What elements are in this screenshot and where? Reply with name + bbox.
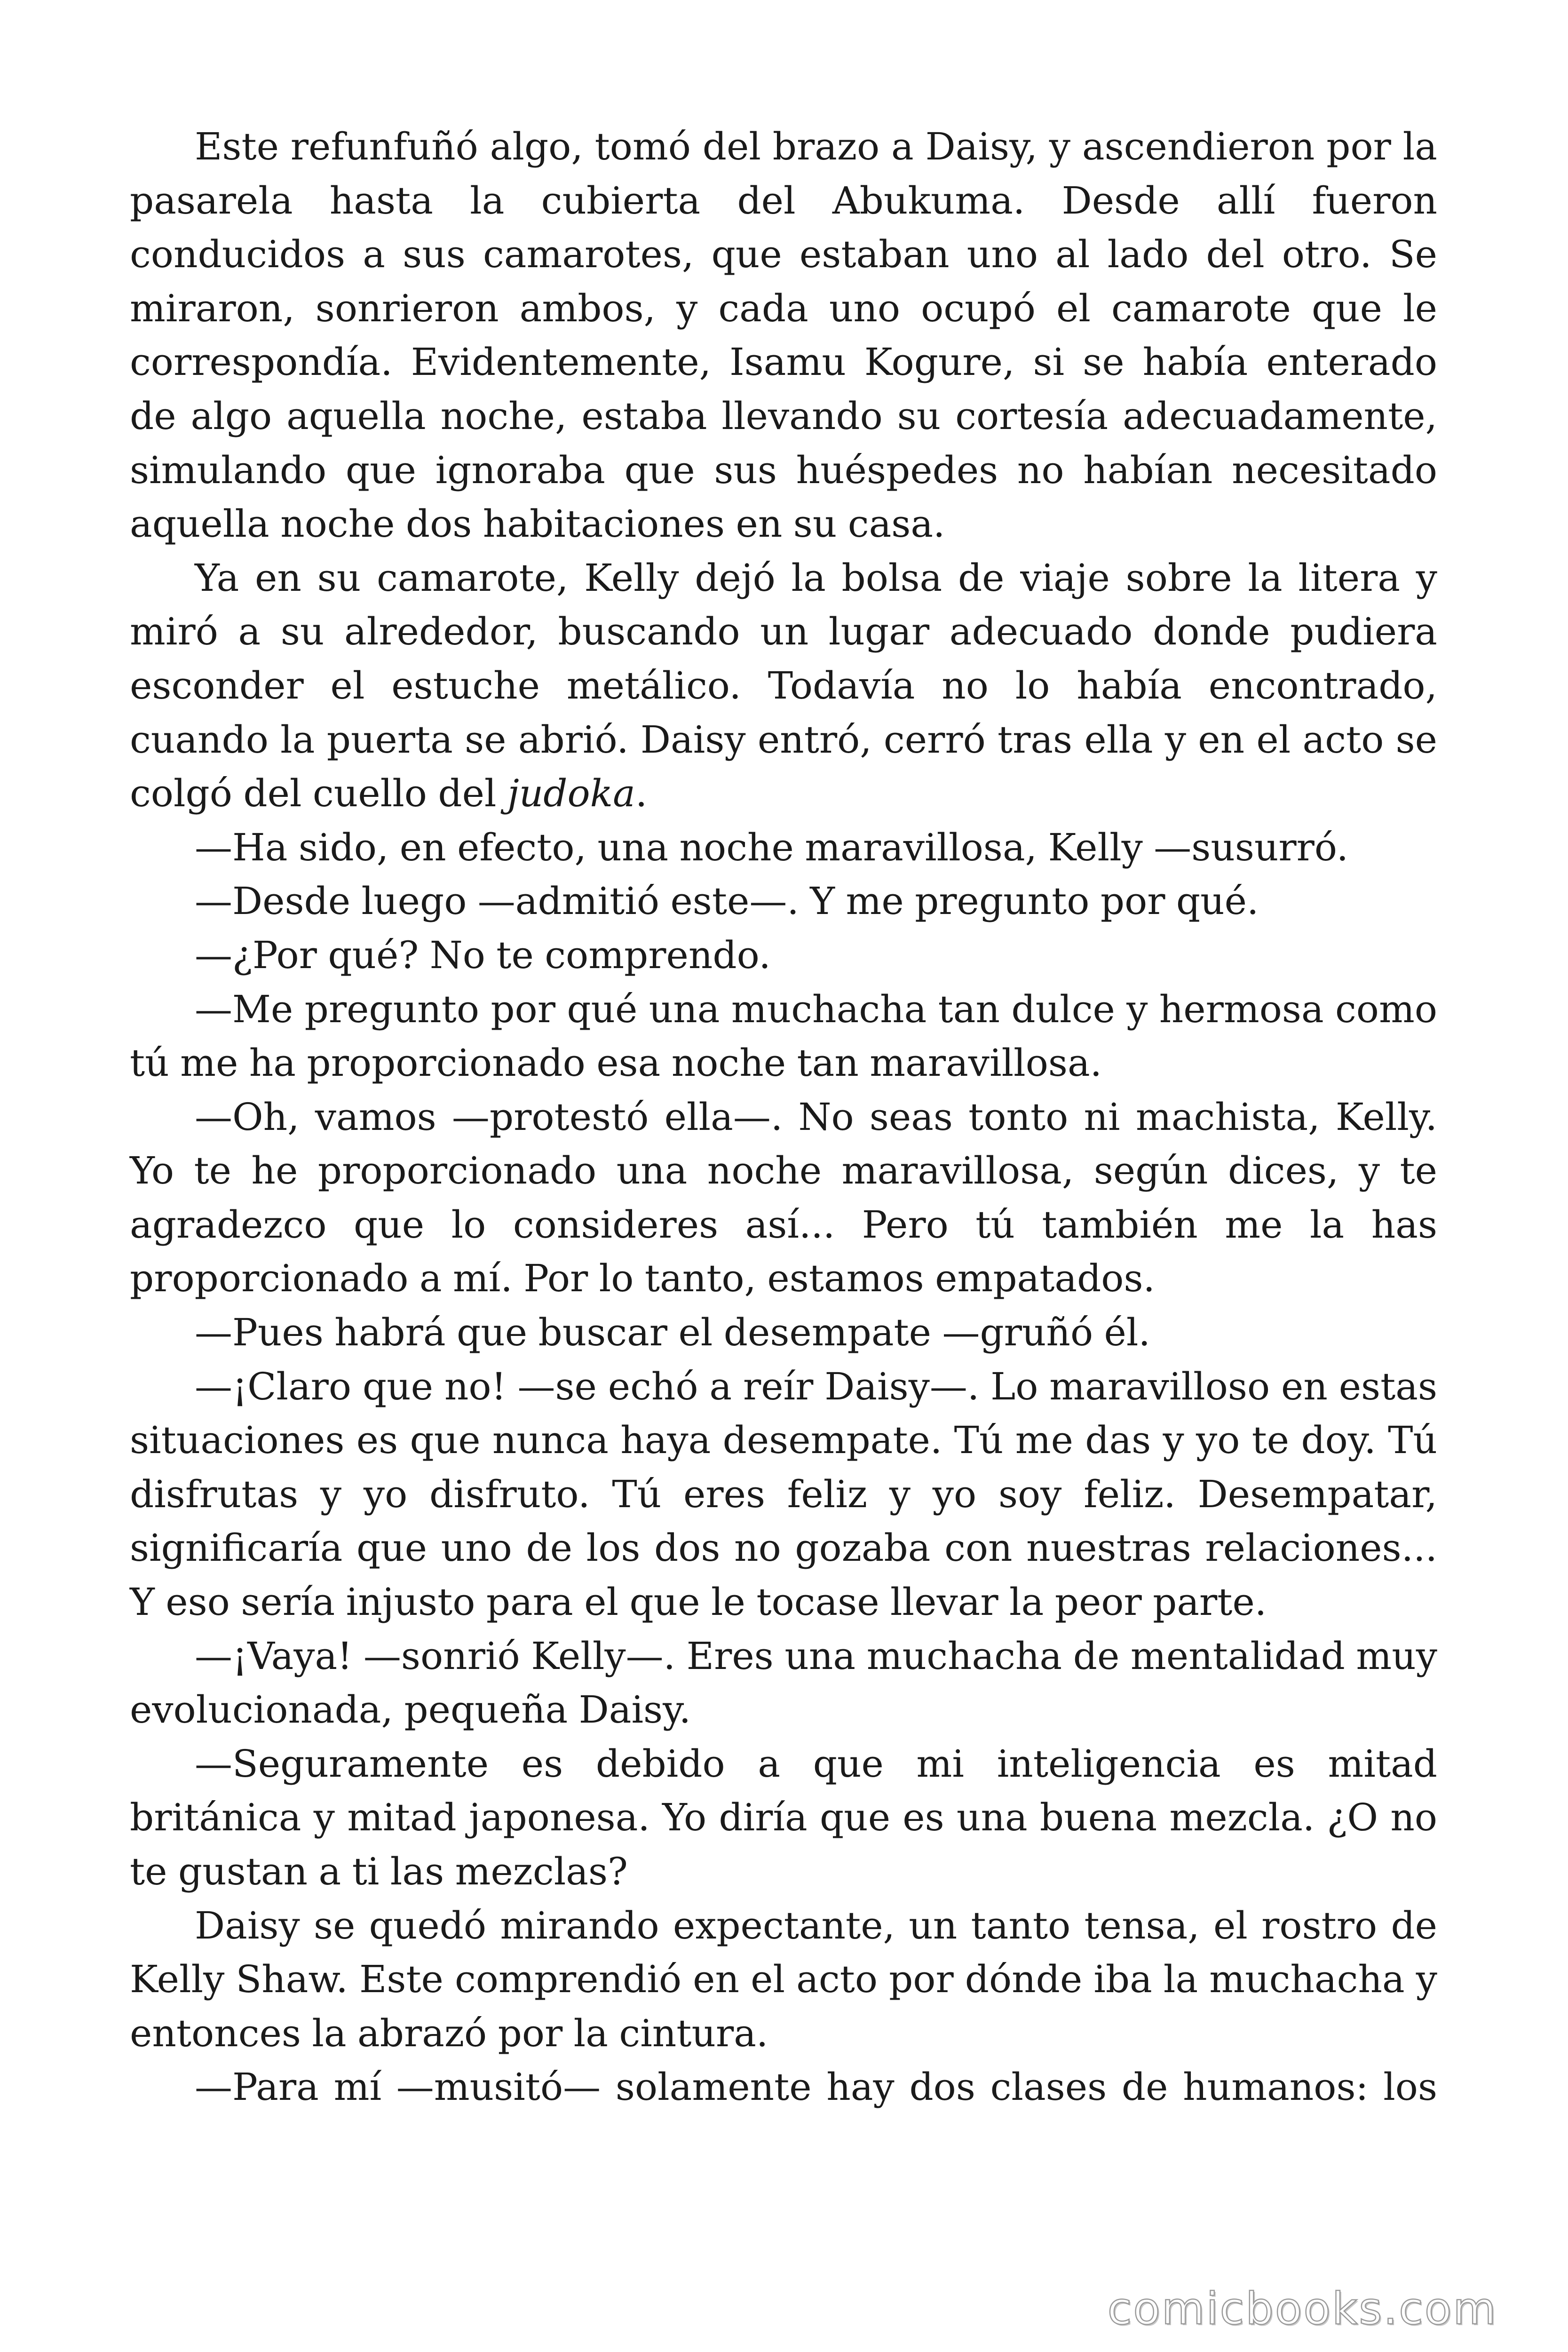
paragraph	[130, 551, 1437, 821]
paragraph: —Pues habrá que buscar el desempate —gruñó él.	[195, 1311, 1150, 1355]
paragraph: —¡Claro que no! —se echó a reír Daisy—. Lo maravilloso en estas situaciones es que nunca haya desempate. Tú me das y yo te doy. Tú disfrutas y yo disfruto. Tú eres feliz y yo soy feliz. Desempatar, significaría que uno de los dos no gozaba con nuestras relaciones... Y eso sería injusto para el que le tocase llevar la peor parte.	[130, 1364, 1437, 1624]
paragraph: Daisy se quedó mirando expectante, un tanto tensa, el rostro de Kelly Shaw. Este comprendió en el acto por dónde iba la muchacha y entonces la abrazó por la cintura.	[130, 1903, 1437, 2055]
paragraph: —Para mí —musitó— solamente hay dos clases de humanos: los	[195, 2065, 1437, 2109]
paragraph: —Ha sido, en efecto, una noche maravillosa, Kelly —susurró.	[195, 825, 1349, 869]
paragraph: —Desde luego —admitió este—. Y me pregunto por qué.	[195, 879, 1259, 923]
book-page-text	[130, 120, 1437, 2114]
paragraph-text: Ya en su camarote, Kelly dejó la bolsa de viaje sobre la litera y miró a su alrededor, buscando un lugar adecuado donde pudiera esconder el estuche metálico. Todavía no lo había encontrado, cuando la puerta se abrió. Daisy entró, cerró tras ella y en el acto se colgó del cuello del	[130, 556, 1437, 816]
paragraph: —¡Vaya! —sonrió Kelly—. Eres una muchacha de mentalidad muy evolucionada, pequeña Daisy.	[130, 1634, 1437, 1732]
italic-term: judoka	[507, 771, 635, 816]
paragraph: —Oh, vamos —protestó ella—. No seas tonto ni machista, Kelly. Yo te he proporcionado una noche maravillosa, según dices, y te agradezco que lo consideres así... Pero tú también me la has proporcionado a mí. Por lo tanto, estamos empatados.	[130, 1095, 1437, 1301]
paragraph: —¿Por qué? No te comprendo.	[195, 933, 771, 977]
paragraph: —Seguramente es debido a que mi inteligencia es mitad británica y mitad japonesa. Yo diría que es una buena mezcla. ¿O no te gustan a ti las mezclas?	[130, 1741, 1437, 1893]
watermark-logo: comicbooks.com	[1107, 2283, 1497, 2335]
paragraph: Este refunfuñó algo, tomó del brazo a Daisy, y ascendieron por la pasarela hasta la cubierta del Abukuma. Desde allí fueron conducidos a sus camarotes, que estaban uno al lado del otro. Se miraron, sonrieron ambos, y cada uno ocupó el camarote que le correspondía. Evidentemente, Isamu Kogure, si se había enterado de algo aquella noche, estaba llevando su cortesía adecuadamente, simulando que ignoraba que sus huéspedes no habían necesitado aquella noche dos habitaciones en su casa.	[130, 125, 1437, 546]
paragraph-text: .	[635, 771, 648, 816]
paragraph: —Me pregunto por qué una muchacha tan dulce y hermosa como tú me ha proporcionado esa noche tan maravillosa.	[130, 987, 1437, 1085]
